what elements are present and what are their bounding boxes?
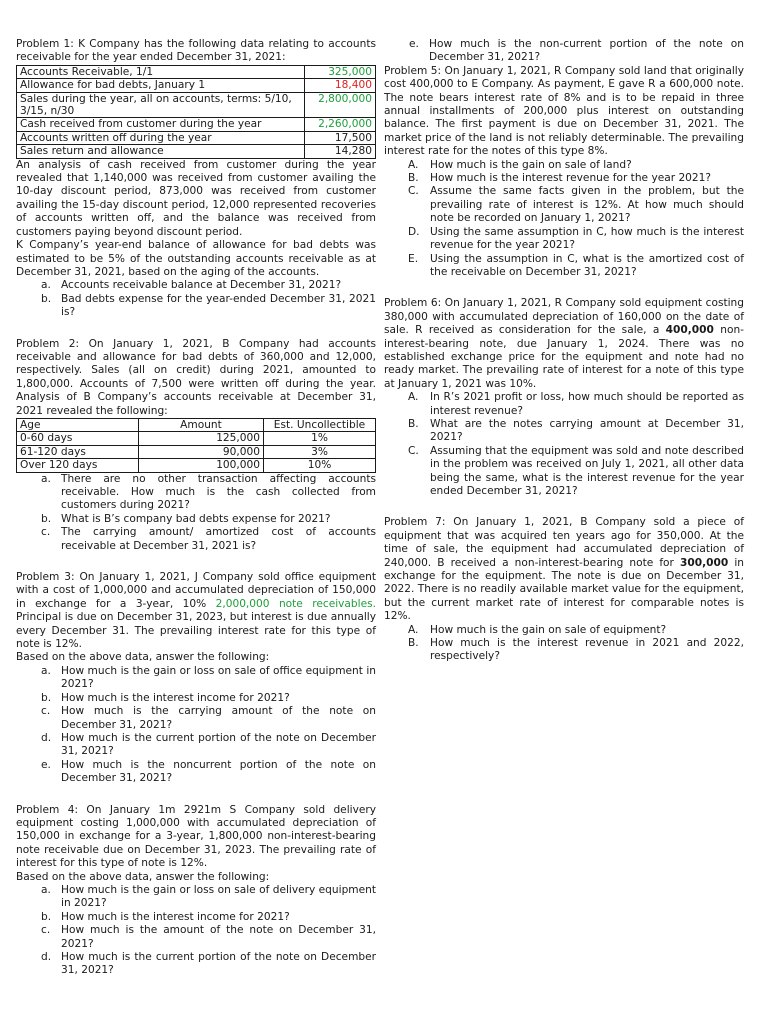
table-row xyxy=(17,459,376,472)
item-marker: C. xyxy=(408,185,419,198)
item-text: Using the assumption in C, what is the amortized cost of the receivable on December 31, 2021? xyxy=(430,252,744,278)
problem-4-questions xyxy=(16,884,376,978)
problem-1 xyxy=(16,38,376,320)
problem-6-intro-part-a: Problem 6: On January 1, 2021, R Company sold equipment costing 380,000 with accumulated depreciation of 160,000 on the date of sale. R received as consideration for the sale, a xyxy=(384,297,744,337)
list-item xyxy=(384,172,744,185)
row-value: 17,500 xyxy=(305,131,376,144)
problem-1-analysis: An analysis of cash received from customer during the year revealed that 1,140,000 was received from customer availing the 10-day discount period, 873,000 was received from customer availing the 15-day discount period, 12,000 represented recoveries of accounts written off, and the balance was received from customers paying beyond discount period. xyxy=(16,158,376,238)
table-header-row xyxy=(17,418,376,431)
item-marker: b. xyxy=(41,910,52,923)
list-item xyxy=(384,226,744,253)
row-label: Allowance for bad debts, January 1 xyxy=(17,79,305,92)
row-label: Sales during the year, all on accounts, terms: 5/10, 3/15, n/30 xyxy=(17,92,305,118)
problem-5-intro: Problem 5: On January 1, 2021, R Company sold land that originally cost 400,000 to E Company. As payment, E gave R a 600,000 note. The note bears interest rate of 8% and is to be repaid in three annual installments of 200,000 plus interest on outstanding balance. The first payment is due on December 31, 2021. The market price of the land is not reliably determinable. The prevailing interest rate for the notes of this type 8%. xyxy=(384,64,744,158)
list-item xyxy=(16,924,376,951)
item-text: What are the notes carrying amount at December 31, 2021? xyxy=(430,417,744,444)
item-text: How much is the interest income for 2021? xyxy=(61,910,290,923)
item-marker: E. xyxy=(408,252,419,265)
table-cell: 125,000 xyxy=(139,432,264,445)
problem-2-intro: Problem 2: On January 1, 2021, B Company had accounts receivable and allowance for bad debts of 360,000 and 12,000, respectively. Sales (all on credit) during 2021, amounted to 1,800,000. Accounts of 7,500 were written off during the year. Analysis of B Company’s accounts receivable at December 31, 2021 revealed the following: xyxy=(16,337,376,417)
row-label: Sales return and allowance xyxy=(17,145,305,158)
item-text: How much is the amount of the note on December 31, 2021? xyxy=(61,924,376,950)
list-item xyxy=(384,185,744,225)
problem-3-questions xyxy=(16,665,376,786)
aging-table xyxy=(16,418,376,473)
item-text: How much is the current portion of the note on December 31, 2021? xyxy=(61,731,376,758)
problem-7 xyxy=(384,516,744,663)
table-cell: Over 120 days xyxy=(17,459,139,472)
item-text: Bad debts expense for the year-ended December 31, 2021 is? xyxy=(61,292,376,319)
row-label: Accounts Receivable, 1/1 xyxy=(17,65,305,78)
problem-1-table xyxy=(16,65,376,159)
table-row xyxy=(17,118,376,131)
item-marker: b. xyxy=(41,691,52,704)
item-marker: c. xyxy=(41,526,51,539)
problem-3 xyxy=(16,571,376,786)
row-value: 2,800,000 xyxy=(305,92,376,118)
problem-4-lead: Based on the above data, answer the following: xyxy=(16,870,270,883)
problem-4-continued xyxy=(384,38,744,65)
list-item xyxy=(16,526,376,553)
table-row xyxy=(17,445,376,458)
list-item xyxy=(16,705,376,732)
item-marker: c. xyxy=(41,924,51,937)
list-item xyxy=(16,692,376,705)
item-marker: C. xyxy=(408,444,419,457)
item-marker: d. xyxy=(41,951,52,963)
table-cell: 100,000 xyxy=(139,459,264,472)
problem-3-intro-part-a: Problem 3: On January 1, 2021, J Company sold office equipment with a cost of 1,000,000 and accumulated depreciation of 150,000 in exchange for a 3-year, 10% xyxy=(16,571,376,610)
table-cell: 90,000 xyxy=(139,445,264,458)
list-item xyxy=(384,624,744,637)
row-value: 14,280 xyxy=(305,145,376,158)
problem-4 xyxy=(16,804,376,978)
problem-2-questions xyxy=(16,473,376,553)
item-text: How much is the gain on sale of equipment? xyxy=(430,623,667,636)
problem-4-intro: Problem 4: On January 1m 2921m S Company sold delivery equipment costing 1,000,000 with accumulated depreciation of 150,000 in exchange for a 3-year, 1,800,000 non-interest-bearing note receivable due on December 31, 2023. The prevailing rate of interest for this type of note is 12%. xyxy=(16,803,376,870)
item-text: How much is the gain or loss on sale of delivery equipment in 2021? xyxy=(61,883,376,910)
list-item xyxy=(384,391,744,418)
item-text: How much is the interest income for 2021? xyxy=(61,691,290,704)
list-item xyxy=(16,911,376,924)
problem-5-questions xyxy=(384,159,744,280)
row-label: Cash received from customer during the year xyxy=(17,118,305,131)
list-item xyxy=(16,759,376,786)
item-text: How much is the gain on sale of land? xyxy=(430,158,632,171)
item-marker: a. xyxy=(41,664,51,677)
item-marker: a. xyxy=(41,883,51,896)
table-cell: 10% xyxy=(264,459,376,472)
item-text: How much is the gain or loss on sale of office equipment in 2021? xyxy=(61,664,376,691)
item-text: How much is the non-current portion of the note on December 31, 2021? xyxy=(429,38,744,64)
table-cell: 1% xyxy=(264,432,376,445)
list-item xyxy=(384,418,744,445)
list-item xyxy=(16,279,376,292)
problem-7-intro-part-a: Problem 7: On January 1, 2021, B Company sold a piece of equipment that was acquired ten years ago for 350,000. At the time of sale, the equipment had accumulated depreciation of 240,000. B received a non-interest-bearing note for xyxy=(384,516,744,569)
problem-3-note-amount: 2,000,000 note receivables. xyxy=(215,597,376,610)
column-header: Amount xyxy=(139,418,264,431)
left-column xyxy=(16,38,376,978)
item-marker: B. xyxy=(408,637,419,650)
problem-3-intro-part-b: Principal is due on December 31, 2023, but interest is due annually every December 31. The prevailing interest rate for this type of note is 12%. xyxy=(16,611,376,651)
list-item xyxy=(384,38,744,65)
list-item xyxy=(16,665,376,692)
problem-7-questions xyxy=(384,624,744,664)
list-item xyxy=(16,951,376,978)
item-marker: A. xyxy=(408,391,419,404)
row-value: 2,260,000 xyxy=(305,118,376,131)
item-marker: e. xyxy=(41,758,51,771)
item-marker: b. xyxy=(41,512,52,525)
table-row xyxy=(17,145,376,158)
item-marker: A. xyxy=(408,158,419,171)
item-text: How much is the interest revenue in 2021 and 2022, respectively? xyxy=(430,637,744,663)
item-marker: c. xyxy=(41,705,51,718)
problem-6-intro xyxy=(384,297,744,391)
row-value: 325,000 xyxy=(305,65,376,78)
row-value: 18,400 xyxy=(305,79,376,92)
list-item xyxy=(384,637,744,664)
problem-1-intro: Problem 1: K Company has the following data relating to accounts receivable for the year ended December 31, 2021: xyxy=(16,38,376,64)
item-marker: a. xyxy=(41,279,51,292)
column-header: Est. Uncollectible xyxy=(264,418,376,431)
item-marker: e. xyxy=(409,38,419,50)
problem-2 xyxy=(16,338,376,554)
item-marker: b. xyxy=(41,292,52,305)
problem-6 xyxy=(384,297,744,498)
table-row xyxy=(17,79,376,92)
item-text: How much is the carrying amount of the note on December 31, 2021? xyxy=(61,705,376,731)
item-text: What is B’s company bad debts expense for 2021? xyxy=(61,512,331,525)
problem-1-estimate: K Company’s year-end balance of allowance for bad debts was estimated to be 5% of the outstanding accounts receivable as at December 31, 2021, based on the aging of the accounts. xyxy=(16,239,376,278)
item-marker: B. xyxy=(408,172,419,185)
problem-6-note-amount: 400,000 xyxy=(665,324,714,337)
list-item xyxy=(16,513,376,526)
table-row xyxy=(17,92,376,118)
item-marker: a. xyxy=(41,472,51,485)
table-cell: 3% xyxy=(264,445,376,458)
table-row xyxy=(17,131,376,144)
item-text: How much is the noncurrent portion of the note on December 31, 2021? xyxy=(61,758,376,785)
item-marker: d. xyxy=(41,731,52,744)
item-text: How much is the interest revenue for the year 2021? xyxy=(430,172,712,185)
item-text: There are no other transaction affecting accounts receivable. How much is the cash collected from customers during 2021? xyxy=(61,472,376,512)
table-cell: 61-120 days xyxy=(17,445,139,458)
problem-6-intro-part-b: non-interest-bearing note, due January 1, 2024. There was no established exchange price for the equipment and note had no ready market. The prevailing rate of interest for a note of this type at January 1, 2021 was 10%. xyxy=(384,324,744,390)
problem-7-note-amount: 300,000 xyxy=(679,556,729,569)
list-item xyxy=(16,732,376,759)
item-marker: D. xyxy=(408,225,420,238)
problem-7-intro xyxy=(384,516,744,623)
list-item xyxy=(16,884,376,911)
item-text: Assume the same facts given in the problem, but the prevailing rate of interest is 12%. At how much should note be recorded on January 1, 2021? xyxy=(430,185,744,225)
right-column xyxy=(384,38,744,664)
list-item xyxy=(384,159,744,172)
list-item xyxy=(384,253,744,280)
table-row xyxy=(17,65,376,78)
problem-1-questions xyxy=(16,279,376,319)
item-text: Assuming that the equipment was sold and note described in the problem was received on July 1, 2021, all other data being the same, what is the interest revenue for the year ended December 31, 2021? xyxy=(430,444,744,497)
problem-3-intro xyxy=(16,571,376,651)
row-label: Accounts written off during the year xyxy=(17,131,305,144)
item-marker: A. xyxy=(408,623,419,636)
problem-7-intro-part-b: in exchange for the equipment. The note is due on December 31, 2022. There is no readily available market value for the equipment, but the current market rate of interest for comparable notes is 12%. xyxy=(384,556,744,623)
item-text: Accounts receivable balance at December 31, 2021? xyxy=(61,279,342,292)
list-item xyxy=(16,293,376,320)
table-cell: 0-60 days xyxy=(17,432,139,445)
list-item xyxy=(384,445,744,499)
problem-6-questions xyxy=(384,391,744,498)
item-marker: B. xyxy=(408,417,419,430)
column-header: Age xyxy=(17,418,139,431)
problem-5 xyxy=(384,65,744,280)
item-text: The carrying amount/ amortized cost of accounts receivable at December 31, 2021 is? xyxy=(61,526,376,552)
list-item xyxy=(16,473,376,513)
item-text: How much is the current portion of the note on December 31, 2021? xyxy=(61,951,376,977)
table-row xyxy=(17,432,376,445)
problem-3-lead: Based on the above data, answer the following: xyxy=(16,651,270,664)
item-text: Using the same assumption in C, how much is the interest revenue for the year 2021? xyxy=(430,225,744,252)
item-text: In R’s 2021 profit or loss, how much should be reported as interest revenue? xyxy=(430,391,744,417)
